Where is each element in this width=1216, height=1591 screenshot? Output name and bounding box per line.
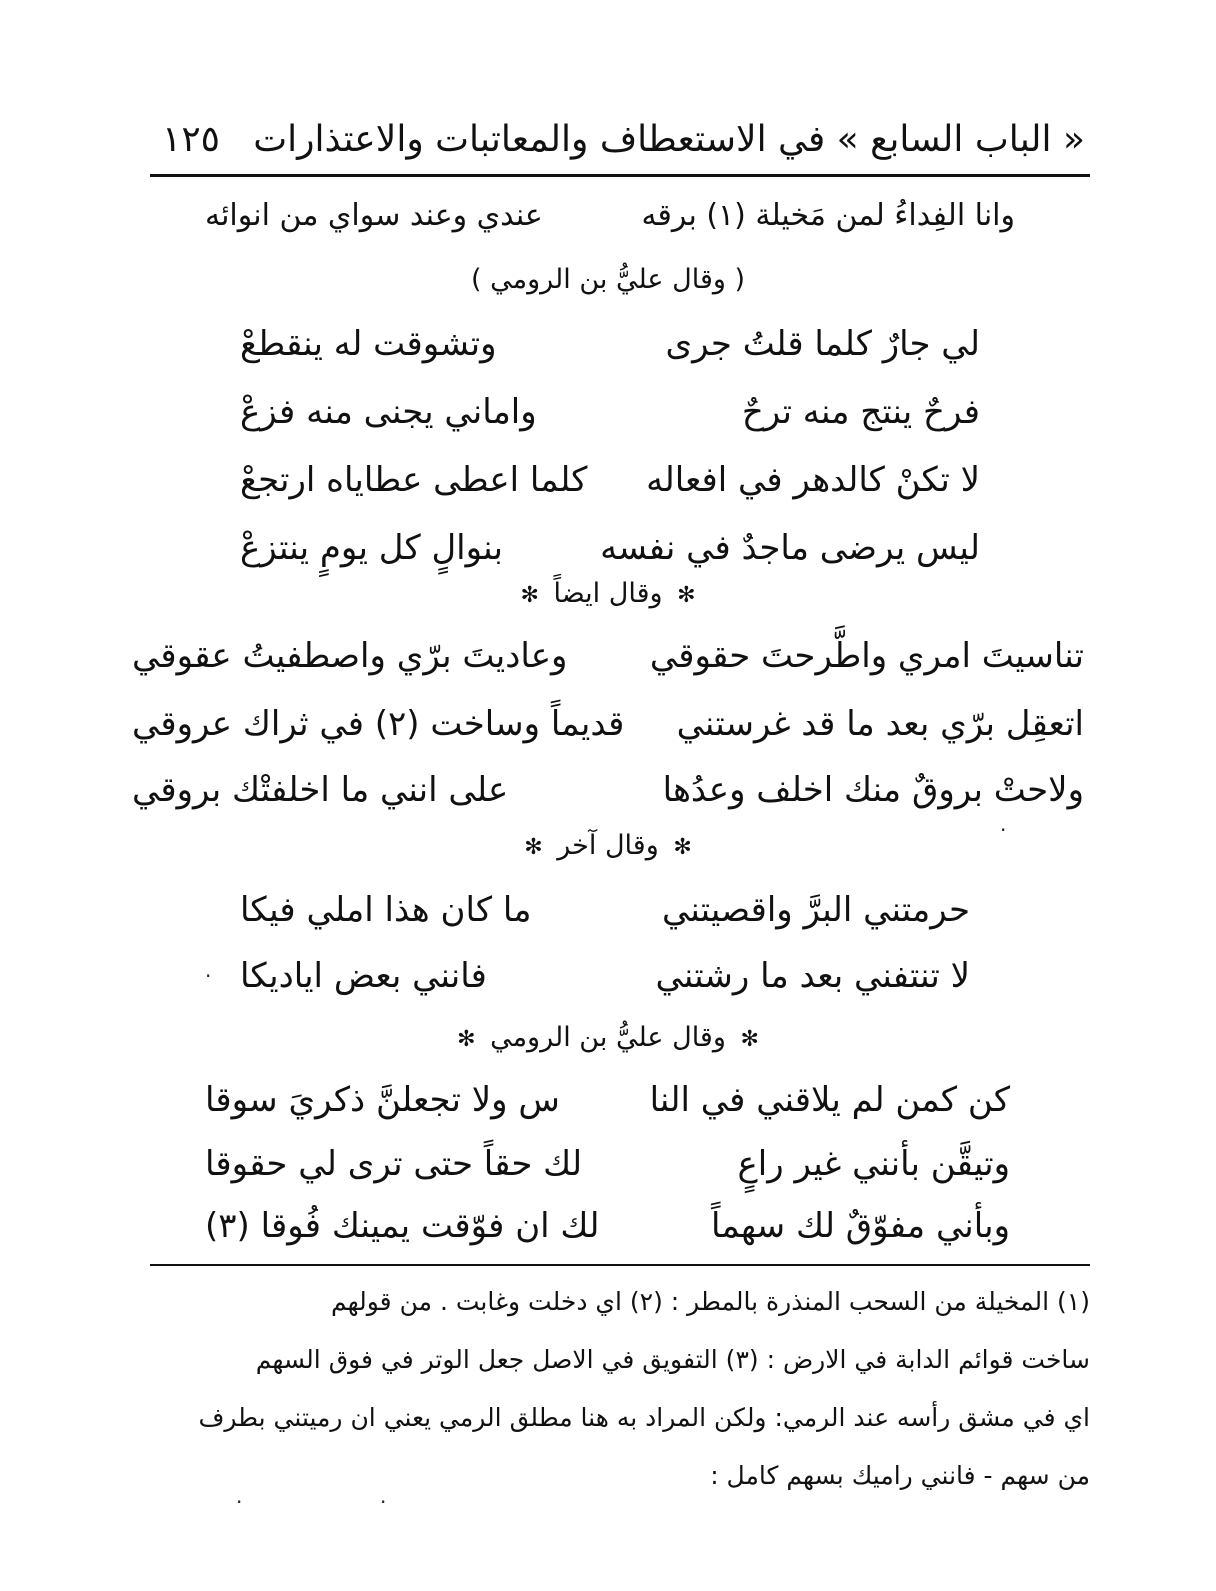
poem-heading: ( وقال عليُّ بن الرومي ) <box>470 264 746 295</box>
verse-left-hemistich: س ولا تجعلنَّ ذكريَ سوقا <box>205 1080 560 1120</box>
verse-left-hemistich: ما كان هذا املي فيكا <box>240 890 532 930</box>
print-mark: · <box>236 1490 243 1514</box>
verse-left-hemistich: على انني ما اخلفتْك بروقي <box>132 770 509 810</box>
verse-right-hemistich: اتعقِل برّي بعد ما قد غرستني <box>676 704 1084 744</box>
ornament-icon: ✻ <box>520 583 539 608</box>
verse-left-hemistich: قديماً وساخت (٢) في ثراك عروقي <box>132 704 625 744</box>
verse-right-hemistich: فرحٌ ينتج منه ترحٌ <box>741 392 980 432</box>
verse-right-hemistich: تناسيتَ امري واطَّرحتَ حقوقي <box>649 636 1084 676</box>
verse-right-hemistich: وانا الفِداءُ لمن مَخيلة (١) برقه <box>641 198 1015 233</box>
verse-left-hemistich: فانني بعض اياديكا <box>240 956 487 996</box>
verse-line <box>205 186 1015 246</box>
poem-heading-text: وقال عليُّ بن الرومي <box>490 1022 726 1053</box>
verse-left-hemistich: وتشوقت له ينقطعْ <box>240 324 497 364</box>
verse-right-hemistich: لا تكنْ كالدهر في افعاله <box>646 460 980 500</box>
verse-left-hemistich: كلما اعطى عطاياه ارتجعْ <box>240 460 588 500</box>
verse-line <box>240 518 980 578</box>
ornament-icon: ✻ <box>740 1027 759 1052</box>
footnote-line: (١) المخيلة من السحب المنذرة بالمطر : (٢) اي دخلت وغابت . من قولهم <box>330 1287 1090 1316</box>
verse-line <box>205 1070 1010 1130</box>
verse-right-hemistich: وتيقَّن بأنني غير راعٍ <box>737 1144 1010 1184</box>
poem-heading-text: وقال ايضاً <box>553 578 663 609</box>
poem-heading <box>0 824 1216 868</box>
ornament-icon: ✻ <box>677 583 696 608</box>
verse-line <box>240 382 980 442</box>
print-mark: · <box>205 964 212 988</box>
verse-line <box>205 1134 1010 1194</box>
verse-line <box>240 450 980 510</box>
verse-line <box>240 946 970 1006</box>
verse-line <box>205 1196 1010 1256</box>
print-mark: · <box>1000 818 1007 842</box>
footnote-rule <box>150 1264 1090 1266</box>
verse-line <box>132 760 1084 820</box>
ornament-icon: ✻ <box>457 1027 476 1052</box>
page-number: ١٢٥ <box>162 119 221 160</box>
ornament-icon: ✻ <box>673 835 692 860</box>
verse-left-hemistich: واماني يجنى منه فزعْ <box>240 392 537 432</box>
print-mark: · <box>380 1490 387 1514</box>
verse-right-hemistich: وبأني مفوّقٌ لك سهماً <box>710 1206 1010 1246</box>
page-header <box>150 112 1085 168</box>
ornament-icon: ✻ <box>524 835 543 860</box>
verse-right-hemistich: كن كمن لم يلاقني في النا <box>649 1080 1010 1120</box>
chapter-title: « الباب السابع » في الاستعطاف والمعاتبات والاعتذارات <box>253 119 1085 160</box>
verse-right-hemistich: ليس يرضى ماجدٌ في نفسه <box>600 528 980 568</box>
poem-heading <box>0 572 1216 616</box>
poem-heading-text: وقال آخر <box>557 830 659 861</box>
verse-left-hemistich: عندي وعند سواي من انوائه <box>205 198 543 233</box>
poem-heading <box>0 1016 1216 1060</box>
verse-left-hemistich: بنوالٍ كل يومٍ ينتزعْ <box>240 528 503 568</box>
verse-line <box>132 626 1084 686</box>
verse-left-hemistich: لك حقاً حتى ترى لي حقوقا <box>205 1144 583 1184</box>
verse-line <box>240 880 970 940</box>
verse-line <box>132 694 1084 754</box>
verse-right-hemistich: لي جارٌ كلما قلتُ جرى <box>665 324 980 364</box>
verse-right-hemistich: لا تنتفني بعد ما رشتني <box>655 956 970 996</box>
verse-right-hemistich: ولاحتْ بروقٌ منك اخلف وعدُها <box>662 770 1084 810</box>
verse-line <box>240 314 980 374</box>
verse-right-hemistich: حرمتني البرَّ واقصيتني <box>661 890 970 930</box>
verse-left-hemistich: وعاديتَ برّي واصطفيتُ عقوقي <box>132 636 568 676</box>
verse-left-hemistich: لك ان فوّقت يمينك فُوقا (٣) <box>205 1206 600 1246</box>
header-rule <box>150 174 1090 177</box>
footnote-line: ساخت قوائم الدابة في الارض : (٣) التفويق في الاصل جعل الوتر في فوق السهم <box>255 1345 1090 1374</box>
footnote-line: من سهم - فانني راميك بسهم كامل : <box>710 1461 1090 1490</box>
footnote-line: اي في مشق رأسه عند الرمي: ولكن المراد به هنا مطلق الرمي يعني ان رميتني بطرف <box>198 1403 1090 1432</box>
